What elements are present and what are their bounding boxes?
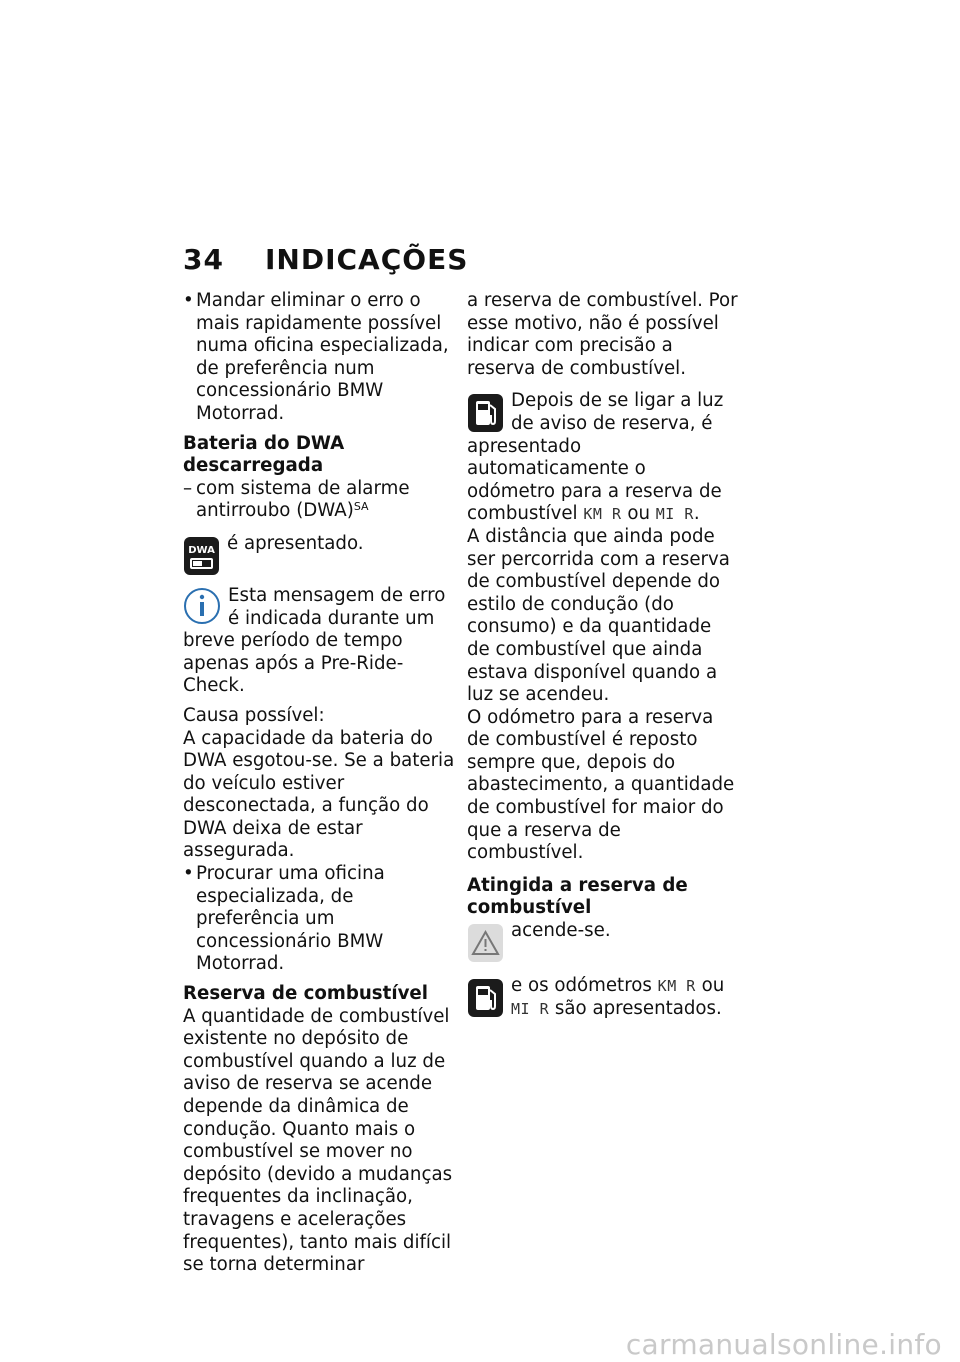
odometer-mi-r: MI R xyxy=(655,505,694,524)
warning-block xyxy=(467,920,739,965)
dwa-icon-block xyxy=(183,533,455,578)
cause-text: A capacidade da bateria do DWA esgotou-se. Se a bateria do veículo estiver desconectada, a função do DWA deixa de estar assegurada. xyxy=(183,727,455,862)
left-column xyxy=(183,290,455,1277)
odometer-mi-r: MI R xyxy=(511,999,550,1018)
warning-triangle-icon xyxy=(467,923,504,963)
cause-label: Causa possível: xyxy=(183,704,325,726)
reserve-reached-heading: Atingida a reserva de combustível xyxy=(467,874,688,919)
fuel-reserve-text-part: Depois de se ligar a luz de aviso de reserva, é apresentado automaticamente o odómetro para a reserva de combustível xyxy=(467,390,724,525)
reserve-text: A quantidade de combustível existente no depósito de combustível quando a luz de aviso de reserva se acende depende da dinâmica de condução. Quanto mais o combustível se mover no depósito (devido a mudanças frequentes da inclinação, travagens e acelerações frequentes), tanto mais difícil se torna determinar xyxy=(183,1005,453,1276)
odometer-km-r: KM R xyxy=(657,977,696,996)
info-block xyxy=(183,585,455,698)
info-text: Esta mensagem de erro é indicada durante um breve período de tempo apenas após a Pre-Ride-Check. xyxy=(183,584,446,697)
bullet-item: • Procurar uma oficina especializada, de preferência um concessionário BMW Motorrad. xyxy=(183,863,455,976)
dwa-icon-text: é apresentado. xyxy=(227,532,364,554)
page-header xyxy=(183,243,468,276)
warning-text: acende-se. xyxy=(511,920,611,942)
period: . xyxy=(693,503,700,525)
dwa-superscript: SA xyxy=(353,500,369,514)
reserve-continued-text: a reserva de combustível. Por esse motivo, não é possível indicar com precisão a reserva de combustível. xyxy=(467,290,738,379)
fuel-pump-icon xyxy=(467,978,504,1018)
reserve-heading: Reserva de combustível xyxy=(183,983,428,1005)
distance-text: A distância que ainda pode ser percorrida com a reserva de combustível depende do estilo de condução (do consumo) e da quantidade de combustível que ainda estava disponível quando a luz se acendeu. xyxy=(467,525,730,706)
odometer-km-r: KM R xyxy=(583,505,622,524)
bullet-item: • Mandar eliminar o erro o mais rapidamente possível numa oficina especializada, de preferência num concessionário BMW Motorrad. xyxy=(183,290,455,426)
odometer-text-part: são apresentados. xyxy=(554,997,722,1019)
dwa-heading: Bateria do DWA descarregada xyxy=(183,432,345,477)
dwa-battery-icon xyxy=(183,536,220,576)
odometer-text xyxy=(467,975,739,1020)
conjunction: ou xyxy=(627,503,650,525)
fuel-reserve-block xyxy=(467,390,739,526)
section-title: INDICAÇÕES xyxy=(265,243,469,276)
odometer-text-part: e os odómetros xyxy=(511,975,652,997)
svg-text:DWA: DWA xyxy=(188,544,215,556)
watermark: carmanualsonline.info xyxy=(625,1328,942,1361)
conjunction: ou xyxy=(701,975,725,997)
info-icon xyxy=(183,587,221,625)
dwa-dash-text: com sistema de alarme antirroubo (DWA) xyxy=(196,477,410,522)
odometer-block xyxy=(467,975,739,1020)
fuel-pump-icon xyxy=(467,393,504,433)
reset-text: O odómetro para a reserva de combustível é reposto sempre que, depois do abastecimento, a quantidade de combustível for maior do que a reserva de combustível. xyxy=(467,706,735,864)
fuel-reserve-text xyxy=(467,390,739,526)
page-number: 34 xyxy=(183,243,224,276)
dwa-dash-item xyxy=(183,478,455,523)
right-column xyxy=(467,290,739,1020)
